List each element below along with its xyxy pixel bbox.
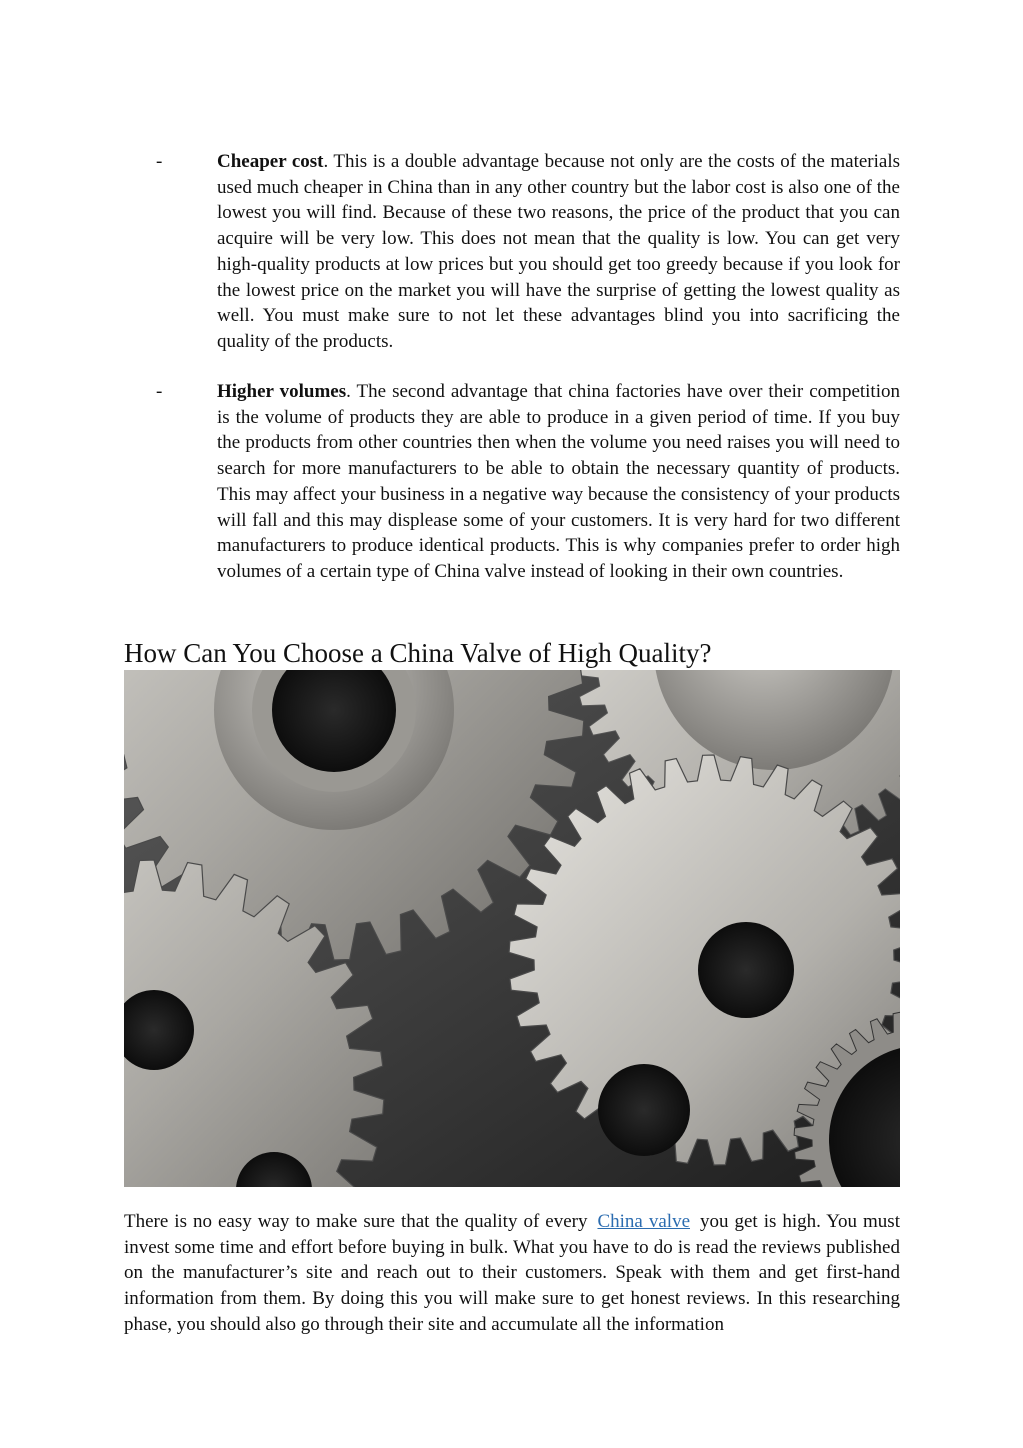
bullet-body [217, 379, 900, 585]
gear-hole [698, 922, 794, 1018]
gears-photo [124, 670, 900, 1187]
gear-hole [598, 1064, 690, 1156]
paragraph-text-end: you get is high. You must invest some time and effort before buying in bulk. What you have to do is read the reviews published on the manufacturer’s site and reach out to their customers. Speak with them and get first-hand information from them. By doing this you will make sure to get honest reviews. In this researching phase, you should also go through their site and accumulate all the information [124, 1211, 900, 1335]
bullet-marker: - [156, 151, 163, 172]
bullet-term: Cheaper cost [217, 151, 324, 172]
bullet-body [217, 149, 900, 355]
bullet-text: . This is a double advantage because not only are the costs of the materials used much cheaper in China than in any other country but the labor cost is also one of the lowest you will find. Because of these two reasons, the price of the product that you can acquire will be very low. This does not mean that the quality is low. You can get very high-quality products at low prices but you should get too greedy because if you look for the lowest price on the market you will have the surprise of getting the lowest quality as well. You must make sure to not let these advantages blind you into sacrificing the quality of the products. [217, 151, 900, 352]
bullet-item-cheaper-cost [124, 149, 900, 355]
china-valve-link[interactable]: China valve [597, 1211, 690, 1232]
section-heading: How Can You Choose a China Valve of High Quality? [124, 638, 712, 668]
bullet-marker: - [156, 381, 163, 402]
paragraph-text-start: There is no easy way to make sure that the quality of every [124, 1211, 594, 1232]
bullet-text: . The second advantage that china factories have over their competition is the volume of products they are able to produce in a given period of time. If you buy the products from other countries then when the volume you need raises you will need to search for more manufacturers to be able to obtain the necessary quantity of products. This may affect your business in a negative way because the consistency of your products will fall and this may displease some of your customers. It is very hard for two different manufacturers to produce identical products. This is why companies prefer to order high volumes of a certain type of China valve instead of looking in their own countries. [217, 381, 900, 582]
bullet-item-higher-volumes [124, 379, 900, 585]
body-paragraph [124, 1209, 900, 1338]
bullet-term: Higher volumes [217, 381, 347, 402]
